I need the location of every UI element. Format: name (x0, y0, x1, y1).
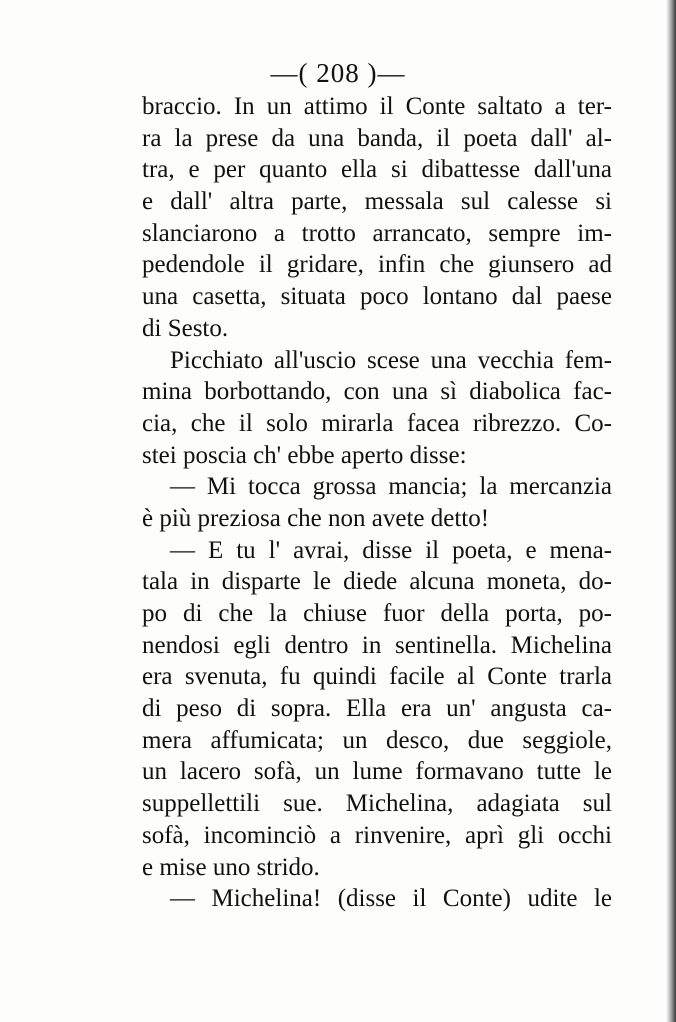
text-line: braccio. In un attimo il Conte saltato a ter- (142, 93, 612, 120)
text-line: e mise uno strido. (142, 853, 320, 881)
text-line: di Sesto. (142, 314, 229, 342)
text-line: tala in disparte le diede alcuna moneta, do- (142, 568, 612, 596)
text-line: stei poscia ch' ebbe aperto disse: (142, 441, 467, 469)
text-line: tra, e per quanto ella si dibattesse dall'una (142, 156, 612, 184)
text-line: ra la prese da una banda, il poeta dall' al- (142, 124, 612, 152)
text-line: è più preziosa che non avete detto! (142, 504, 490, 532)
text-line: — Michelina! (disse il Conte) udite le (170, 885, 612, 913)
text-line: un lacero sofà, un lume formavano tutte le (142, 758, 612, 786)
text-line: mina borbottando, con una sì diabolica fac- (142, 378, 612, 406)
text-line: sofà, incominciò a rinvenire, aprì gli occhi (142, 821, 612, 849)
text-line: po di che la chiuse fuor della porta, po- (142, 600, 612, 627)
text-line: slanciarono a trotto arrancato, sempre im- (142, 219, 612, 247)
text-line: di peso di sopra. Ella era un' angusta ca- (142, 695, 612, 723)
text-line: mera affumicata; un desco, due seggiole, (142, 726, 612, 754)
text-line: era svenuta, fu quindi facile al Conte trarla (142, 663, 612, 691)
text-line: una casetta, situata poco lontano dal paese (142, 283, 612, 311)
text-line: Picchiato all'uscio scese una vecchia fem- (170, 346, 612, 374)
text-line: e dall' altra parte, messala sul calesse si (142, 188, 612, 216)
body-text (142, 91, 612, 915)
text-line: suppellettili sue. Michelina, adagiata sul (142, 790, 612, 818)
text-line: cia, che il solo mirarla facea ribrezzo. Co- (142, 409, 612, 437)
page-number: —( 208 )— (270, 58, 406, 88)
text-line: nendosi egli dentro in sentinella. Michelina (142, 631, 612, 659)
text-line: — Mi tocca grossa mancia; la mercanzia (170, 473, 612, 501)
text-line: pedendole il gridare, infin che giunsero ad (142, 251, 612, 279)
page-spine-shadow (666, 0, 676, 1022)
text-line: — E tu l' avrai, disse il poeta, e mena- (170, 536, 612, 564)
